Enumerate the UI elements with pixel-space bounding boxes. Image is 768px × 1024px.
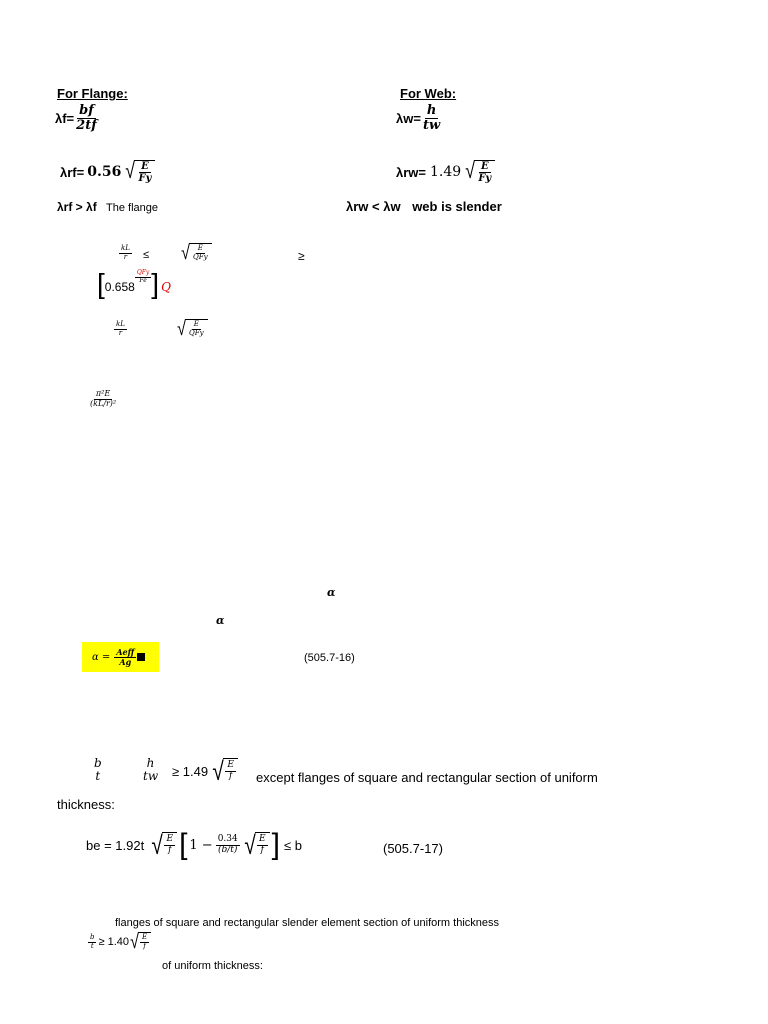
r: r (123, 252, 128, 261)
h-over-tw-2 (141, 757, 160, 783)
h: h (146, 756, 155, 770)
web-compare: λrw < λw (346, 199, 401, 214)
two-tf: 2tf (76, 118, 97, 134)
flange-coef: 0.56 (87, 164, 122, 180)
t: t (95, 769, 101, 784)
aeff: Aeff (116, 646, 135, 657)
alpha-formula-highlight (82, 642, 159, 672)
ag: Ag (119, 656, 132, 667)
kl-r-squared: (kL/r)² (90, 398, 117, 408)
b-over-t (92, 757, 104, 783)
qfy-over-fe (135, 270, 151, 284)
euler-fraction (88, 390, 118, 409)
alpha-1: α (327, 586, 336, 599)
E: E (197, 244, 203, 253)
le-b: ≤ b (283, 837, 302, 853)
flange-compare: λrf > λf (57, 200, 97, 214)
b: b (94, 756, 102, 770)
aeff-over-ag (114, 648, 136, 667)
Fy: Fy (478, 173, 492, 184)
E: E (193, 320, 199, 329)
E: E (166, 834, 174, 845)
f: f (143, 942, 146, 950)
r: r (118, 328, 123, 337)
QFy: QFy (192, 253, 208, 261)
footer-text-1: flanges of square and rectangular slender element section of uniform thickness (115, 917, 499, 929)
alpha-lhs: α = (92, 651, 111, 663)
Fy: Fy (138, 173, 152, 184)
E: E (141, 161, 149, 172)
034-over-bt (216, 835, 240, 856)
lambda-rf-formula (60, 160, 155, 184)
flange-note: The flange (106, 202, 159, 214)
lambda-rf-label: λrf= (60, 164, 85, 180)
slender-text-1: except flanges of square and rectangular section of uniform (256, 770, 598, 785)
web-heading: For Web: (400, 86, 457, 101)
b: b (90, 932, 95, 941)
E: E (227, 760, 234, 771)
pi2e: π²E (95, 389, 111, 398)
footer-inequality: $\frac{b}{t}$ ≥ 1.40 √ $\frac{E}{f}$ (88, 932, 151, 952)
kl-over-r-1 (119, 245, 132, 261)
kl: kL (116, 320, 125, 328)
exp-den: Fe (139, 276, 147, 284)
be-formula: be = 1.92t √ $\frac{E}{f}$ [ 1 − $\frac{0.34}{(b/t)}$ √ $\frac{E}{f}$ ] ≤ b (86, 828, 302, 861)
be-lhs: be = 1.92t (86, 837, 145, 853)
kl: kL (121, 244, 130, 252)
ge-sign: ≥ (298, 249, 305, 263)
q-red: Q (161, 280, 171, 294)
lambda-f-label: λf= (55, 111, 75, 127)
alpha-2: α (216, 614, 225, 627)
slender-inequality: ≥ 1.49 √ $\frac{E}{f}$ (172, 758, 238, 784)
lambda-w-label: λw= (396, 111, 421, 127)
web-coef: 1.49 (430, 164, 462, 180)
tw: tw (422, 118, 441, 134)
ineq-140: ≥ 1.40 (98, 936, 129, 948)
lambda-rw-label: λrw= (396, 164, 426, 180)
bf: bf (79, 103, 94, 118)
sqrt-e-qfy-2: √ $\frac{E}{\text{QFy}}$ (176, 319, 208, 339)
h: h (426, 103, 437, 118)
f: f (168, 845, 172, 855)
sqrt-e-qfy-1: √ $\frac{E}{\text{QFy}}$ (180, 243, 212, 263)
black-square-icon (137, 653, 145, 661)
kl-over-r-2 (114, 321, 127, 337)
lambda-f-formula (55, 104, 99, 134)
eq-ref-505-7-17: (505.7-17) (383, 841, 443, 856)
web-note: web is slender (412, 199, 502, 214)
h-over-tw (421, 104, 442, 134)
exp-num: QFy (136, 268, 150, 276)
lambda-rw-formula (396, 160, 495, 184)
c034: 0.34 (217, 833, 238, 844)
base-0658: 0.658 (104, 280, 135, 294)
eq-ref-505-7-16: (505.7-16) (304, 652, 355, 664)
E: E (141, 933, 148, 942)
E: E (259, 834, 266, 845)
f: f (260, 845, 264, 855)
tw: tw (143, 769, 159, 784)
footer-text-2: of uniform thickness: (162, 960, 263, 972)
sqrt-e-fy-web: √ $\frac{E}{Fy}$ (464, 160, 495, 184)
bracket-expression: [ 0.658 $\frac{\text{QFy}}{Fe}$ ] Q (97, 268, 171, 299)
flange-compare-line (57, 200, 158, 214)
lambda-w-formula (396, 104, 442, 134)
bt: (b/t) (218, 844, 238, 855)
slender-text-2: thickness: (57, 797, 115, 812)
one-minus: 1 − (189, 837, 213, 853)
QFy: QFy (188, 329, 204, 337)
le-sign: ≤ (143, 249, 150, 261)
f: f (228, 771, 233, 781)
sqrt-e-fy: √ $\frac{E}{Fy}$ (124, 160, 155, 184)
flange-heading: For Flange: (57, 86, 128, 101)
ineq-149: ≥ 1.49 (172, 763, 209, 779)
t: t (90, 941, 94, 950)
E: E (480, 161, 489, 172)
bf-over-2tf (74, 104, 99, 134)
web-compare-line (346, 199, 502, 214)
